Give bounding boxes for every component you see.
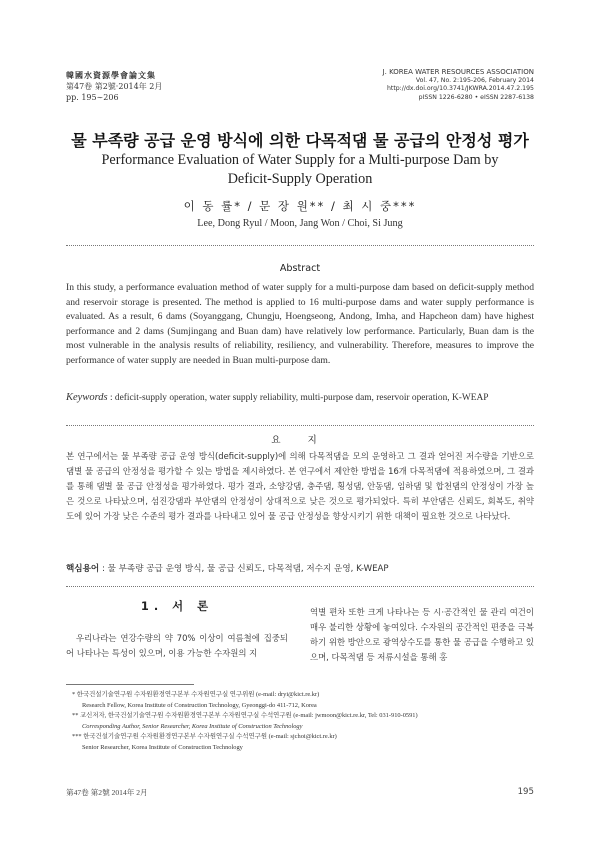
- keywords-label: Keywords: [66, 392, 108, 403]
- footer-journal-issue: 第47卷 第2號 2014年 2月: [66, 788, 148, 797]
- page-range: pp. 195∼206: [66, 93, 119, 102]
- issn: pISSN 1226-6280 • eISSN 2287-6138: [418, 93, 534, 101]
- doi-link[interactable]: http://dx.doi.org/10.3741/JKWRA.2014.47.2.195: [386, 85, 534, 93]
- keywords-list: : deficit-supply operation, water supply reliability, multi-purpose dam, reservoir operation, K-WEAP: [109, 393, 489, 403]
- journal-header-english: [383, 68, 534, 102]
- footnote-1-english: Research Fellow, Korea Institute of Construction Technology, Gyeonggi-do 411-712, Korea: [82, 701, 317, 709]
- section-heading-introduction: 1. 서 론: [140, 599, 214, 613]
- korean-abstract-heading: 요 지: [271, 435, 329, 446]
- author-footnotes: [72, 690, 542, 754]
- introduction-column-1: 우리나라는 연강수량의 약 70% 이상이 여름철에 집중되어 나타나는 특성이 있으며, 이용 가능한 수자원의 지: [66, 633, 288, 658]
- footnote-2-english-text: Corresponding Author, Senior Researcher, Korea Institute of Construction Technology: [82, 722, 303, 730]
- title-english: [60, 151, 540, 189]
- divider-top: [66, 245, 534, 246]
- footnote-3-english: Senior Researcher, Korea Institute of Construction Technology: [82, 743, 243, 751]
- footnote-2-english: [72, 722, 542, 733]
- korean-keywords-list: : 물 부족량 공급 운영 방식, 물 공급 신뢰도, 다목적댐, 저수지 운영, K-WEAP: [101, 564, 389, 574]
- footnote-rule: [66, 684, 194, 685]
- korean-abstract-body: 본 연구에서는 물 부족량 공급 운영 방식(deficit-supply)에 의해 다목적댐을 모의 운영하고 그 결과 얻어진 저수량을 기반으로 댐별 물 공급의 안정성을 평가할 수 있는 방법을 제시하였다. 본 연구에서 제안한 방법을 16개 다목적댐에 적용하였으며, 그 결과를 통해 댐별 물 공급 안정성을 평가하였다. 평가 결과, 소양강댐, 충주댐, 횡성댐, 안동댐, 임하댐 및 합천댐의 안정성이 가장 높은 것으로 나타났으며, 섬진강댐과 부안댐의 안정성이 상대적으로 낮은 것으로 평가되었다. 특히 부안댐은 신뢰도, 회복도, 취약도에 있어 가장 낮은 수준의 평가 결과를 나타내고 있어 물 공급 안정성을 향상시키기 위한 대책이 필요한 것으로 나타났다.: [66, 451, 534, 521]
- footnote-3-korean: *** 한국건설기술연구원 수자원환경연구본부 수자원연구실 수석연구원 (e-mail: sjchoi@kict.re.kr): [72, 733, 337, 741]
- volume-korean: 第47卷 第2號·2014年 2月: [66, 82, 163, 91]
- divider-bottom: [66, 586, 534, 587]
- keywords: [66, 391, 534, 405]
- page-number: 195: [517, 787, 534, 797]
- abstract-body: In this study, a performance evaluation method of water supply for a multi-purpose dam based on deficit-supply method and reservoir storage is presented. The method is applied to 16 multi-purpose dams and water supply performance is evaluated. As a result, 6 dams (Soyanggang, Chungju, Hoengseong, Andong, Imha, and Hapcheon dam) have highest performance and 2 dams (Sumjingang and Buan dam) have relatively low performance. Particularly, Buan dam is the most vulnerable in the analysis results of reliability, resiliency, and vulnerability. Therefore, measures to improve the performance of water supply are needed in Buan multi-purpose dam.: [66, 282, 534, 366]
- introduction-column-2: 역별 편차 또한 크게 나타나는 등 시·공간적인 물 관리 여건이 매우 불리한 상황에 놓여있다. 수자원의 공간적인 편중을 극복하기 위한 방안으로 광역상수도를 통한 물 공급을 수행하고 있으며, 다목적댐 등 저류시설을 통해 홍: [310, 607, 534, 662]
- journal-name-english: J. KOREA WATER RESOURCES ASSOCIATION: [382, 68, 534, 76]
- footnote-1-korean: * 한국건설기술연구원 수자원환경연구본부 수자원연구실 연구위원 (e-mail: dryi@kict.re.kr): [72, 691, 320, 698]
- title-korean: 물 부족량 공급 운영 방식에 의한 다목적댐 물 공급의 안정성 평가: [71, 131, 529, 150]
- volume-english: Vol. 47, No. 2:195-206, February 2014: [415, 76, 534, 84]
- korean-keywords-label: 핵심용어: [66, 564, 100, 574]
- divider-middle: [66, 425, 534, 426]
- footnote-2-korean: ** 교신저자, 한국건설기술연구원 수자원환경연구본부 수자원연구실 수석연구원 (e-mail: jwmoon@kict.re.kr, Tel: 031-910-0591): [72, 712, 418, 720]
- title-english-line1: Performance Evaluation of Water Supply for a Multi-purpose Dam by: [101, 152, 499, 168]
- authors-english: Lee, Dong Ryul / Moon, Jang Won / Choi, Si Jung: [197, 218, 403, 229]
- korean-keywords: [66, 562, 534, 574]
- journal-name-korean: 韓國水資源學會論文集: [66, 70, 156, 80]
- journal-header-korean: [66, 70, 162, 103]
- title-english-line2: Deficit-Supply Operation: [227, 171, 373, 187]
- abstract-heading: Abstract: [279, 263, 321, 274]
- authors-korean: 이 동 률* / 문 장 원** / 최 시 중***: [183, 199, 417, 213]
